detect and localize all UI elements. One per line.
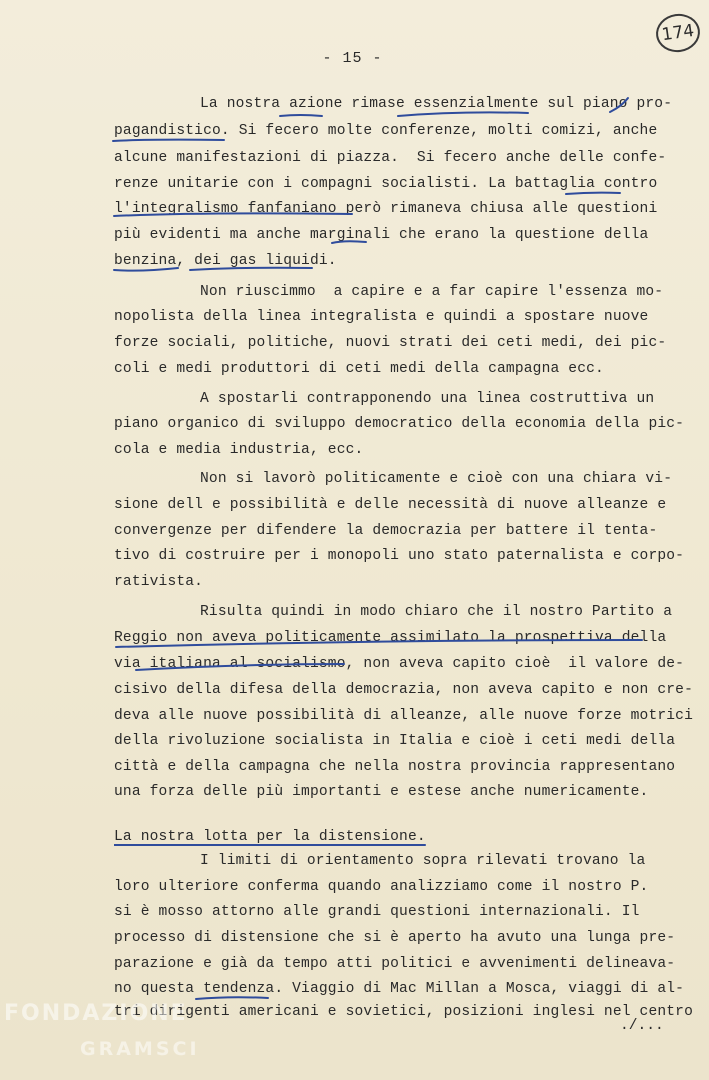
text-line: della rivoluzione socialista in Italia e cioè i ceti medi della <box>114 733 676 749</box>
text-line: La nostra azione rimase essenzialmente sul piano pro- <box>200 96 673 112</box>
watermark-line: FONDAZIONE <box>4 1001 188 1026</box>
text-line: tivo di costruire per i monopoli uno stato paternalista e corpo- <box>114 548 685 564</box>
text-line: una forza delle più importanti e estese anche numericamente. <box>114 784 649 800</box>
archive-stamp: 174 <box>654 11 703 55</box>
text-line: I limiti di orientamento sopra rilevati trovano la <box>200 853 646 869</box>
text-line: benzina, dei gas liquidi. <box>114 253 337 269</box>
text-line: Risulta quindi in modo chiaro che il nostro Partito a <box>200 604 673 620</box>
text-line: rativista. <box>114 574 204 590</box>
text-line: si è mosso attorno alle grandi questioni internazionali. Il <box>114 904 640 920</box>
text-line: via italiana al socialismo, non aveva capito cioè il valore de- <box>114 656 685 672</box>
section-heading: La nostra lotta per la distensione. <box>114 829 426 845</box>
text-line: no questa tendenza. Viaggio di Mac Millan a Mosca, viaggi di al- <box>114 981 685 997</box>
text-line: Reggio non aveva politicamente assimilato la prospettiva della <box>114 630 667 646</box>
text-line: più evidenti ma anche marginali che erano la questione della <box>114 227 649 243</box>
continuation-mark: ./... <box>620 1018 664 1034</box>
text-line: nopolista della linea integralista e quindi a spostare nuove <box>114 309 649 325</box>
text-line: città e della campagna che nella nostra provincia rappresentano <box>114 759 676 775</box>
text-line: cisivo della difesa della democrazia, non aveva capito e non cre- <box>114 682 693 698</box>
text-line: forze sociali, politiche, nuovi strati dei ceti medi, dei pic- <box>114 335 667 351</box>
text-line: sione dell e possibilità e delle necessità di nuove alleanze e <box>114 497 667 513</box>
text-line: renze unitarie con i compagni socialisti. La battaglia contro <box>114 176 658 192</box>
page-number: - 15 - <box>322 50 383 67</box>
text-line: parazione e già da tempo atti politici e avvenimenti delineava- <box>114 956 676 972</box>
text-line: pagandistico. Si fecero molte conferenze, molti comizi, anche <box>114 123 658 139</box>
text-line: l'integralismo fanfaniano però rimaneva chiusa alle questioni <box>114 201 658 217</box>
text-line: Non riuscimmo a capire e a far capire l'essenza mo- <box>200 284 664 300</box>
underline-stroke <box>280 115 322 116</box>
text-line: cola e media industria, ecc. <box>114 442 364 458</box>
text-line: processo di distensione che si è aperto ha avuto una lunga pre- <box>114 930 676 946</box>
text-line: alcune manifestazioni di piazza. Si fecero anche delle confe- <box>114 150 667 166</box>
text-line: convergenze per difendere la democrazia per battere il tenta- <box>114 523 658 539</box>
text-line: A spostarli contrapponendo una linea costruttiva un <box>200 391 655 407</box>
text-line: Non si lavorò politicamente e cioè con una chiara vi- <box>200 471 673 487</box>
text-line: loro ulteriore conferma quando analizziamo come il nostro P. <box>114 879 649 895</box>
text-line: tri dirigenti americani e sovietici, posizioni inglesi nel centro <box>114 1004 693 1020</box>
text-line: deva alle nuove possibilità di alleanze, alle nuove forze motrici <box>114 708 693 724</box>
watermark-line: GRAMSCI <box>80 1038 200 1060</box>
text-line: piano organico di sviluppo democratico della economia della pic- <box>114 416 685 432</box>
text-line: coli e medi produttori di ceti medi della campagna ecc. <box>114 361 604 377</box>
